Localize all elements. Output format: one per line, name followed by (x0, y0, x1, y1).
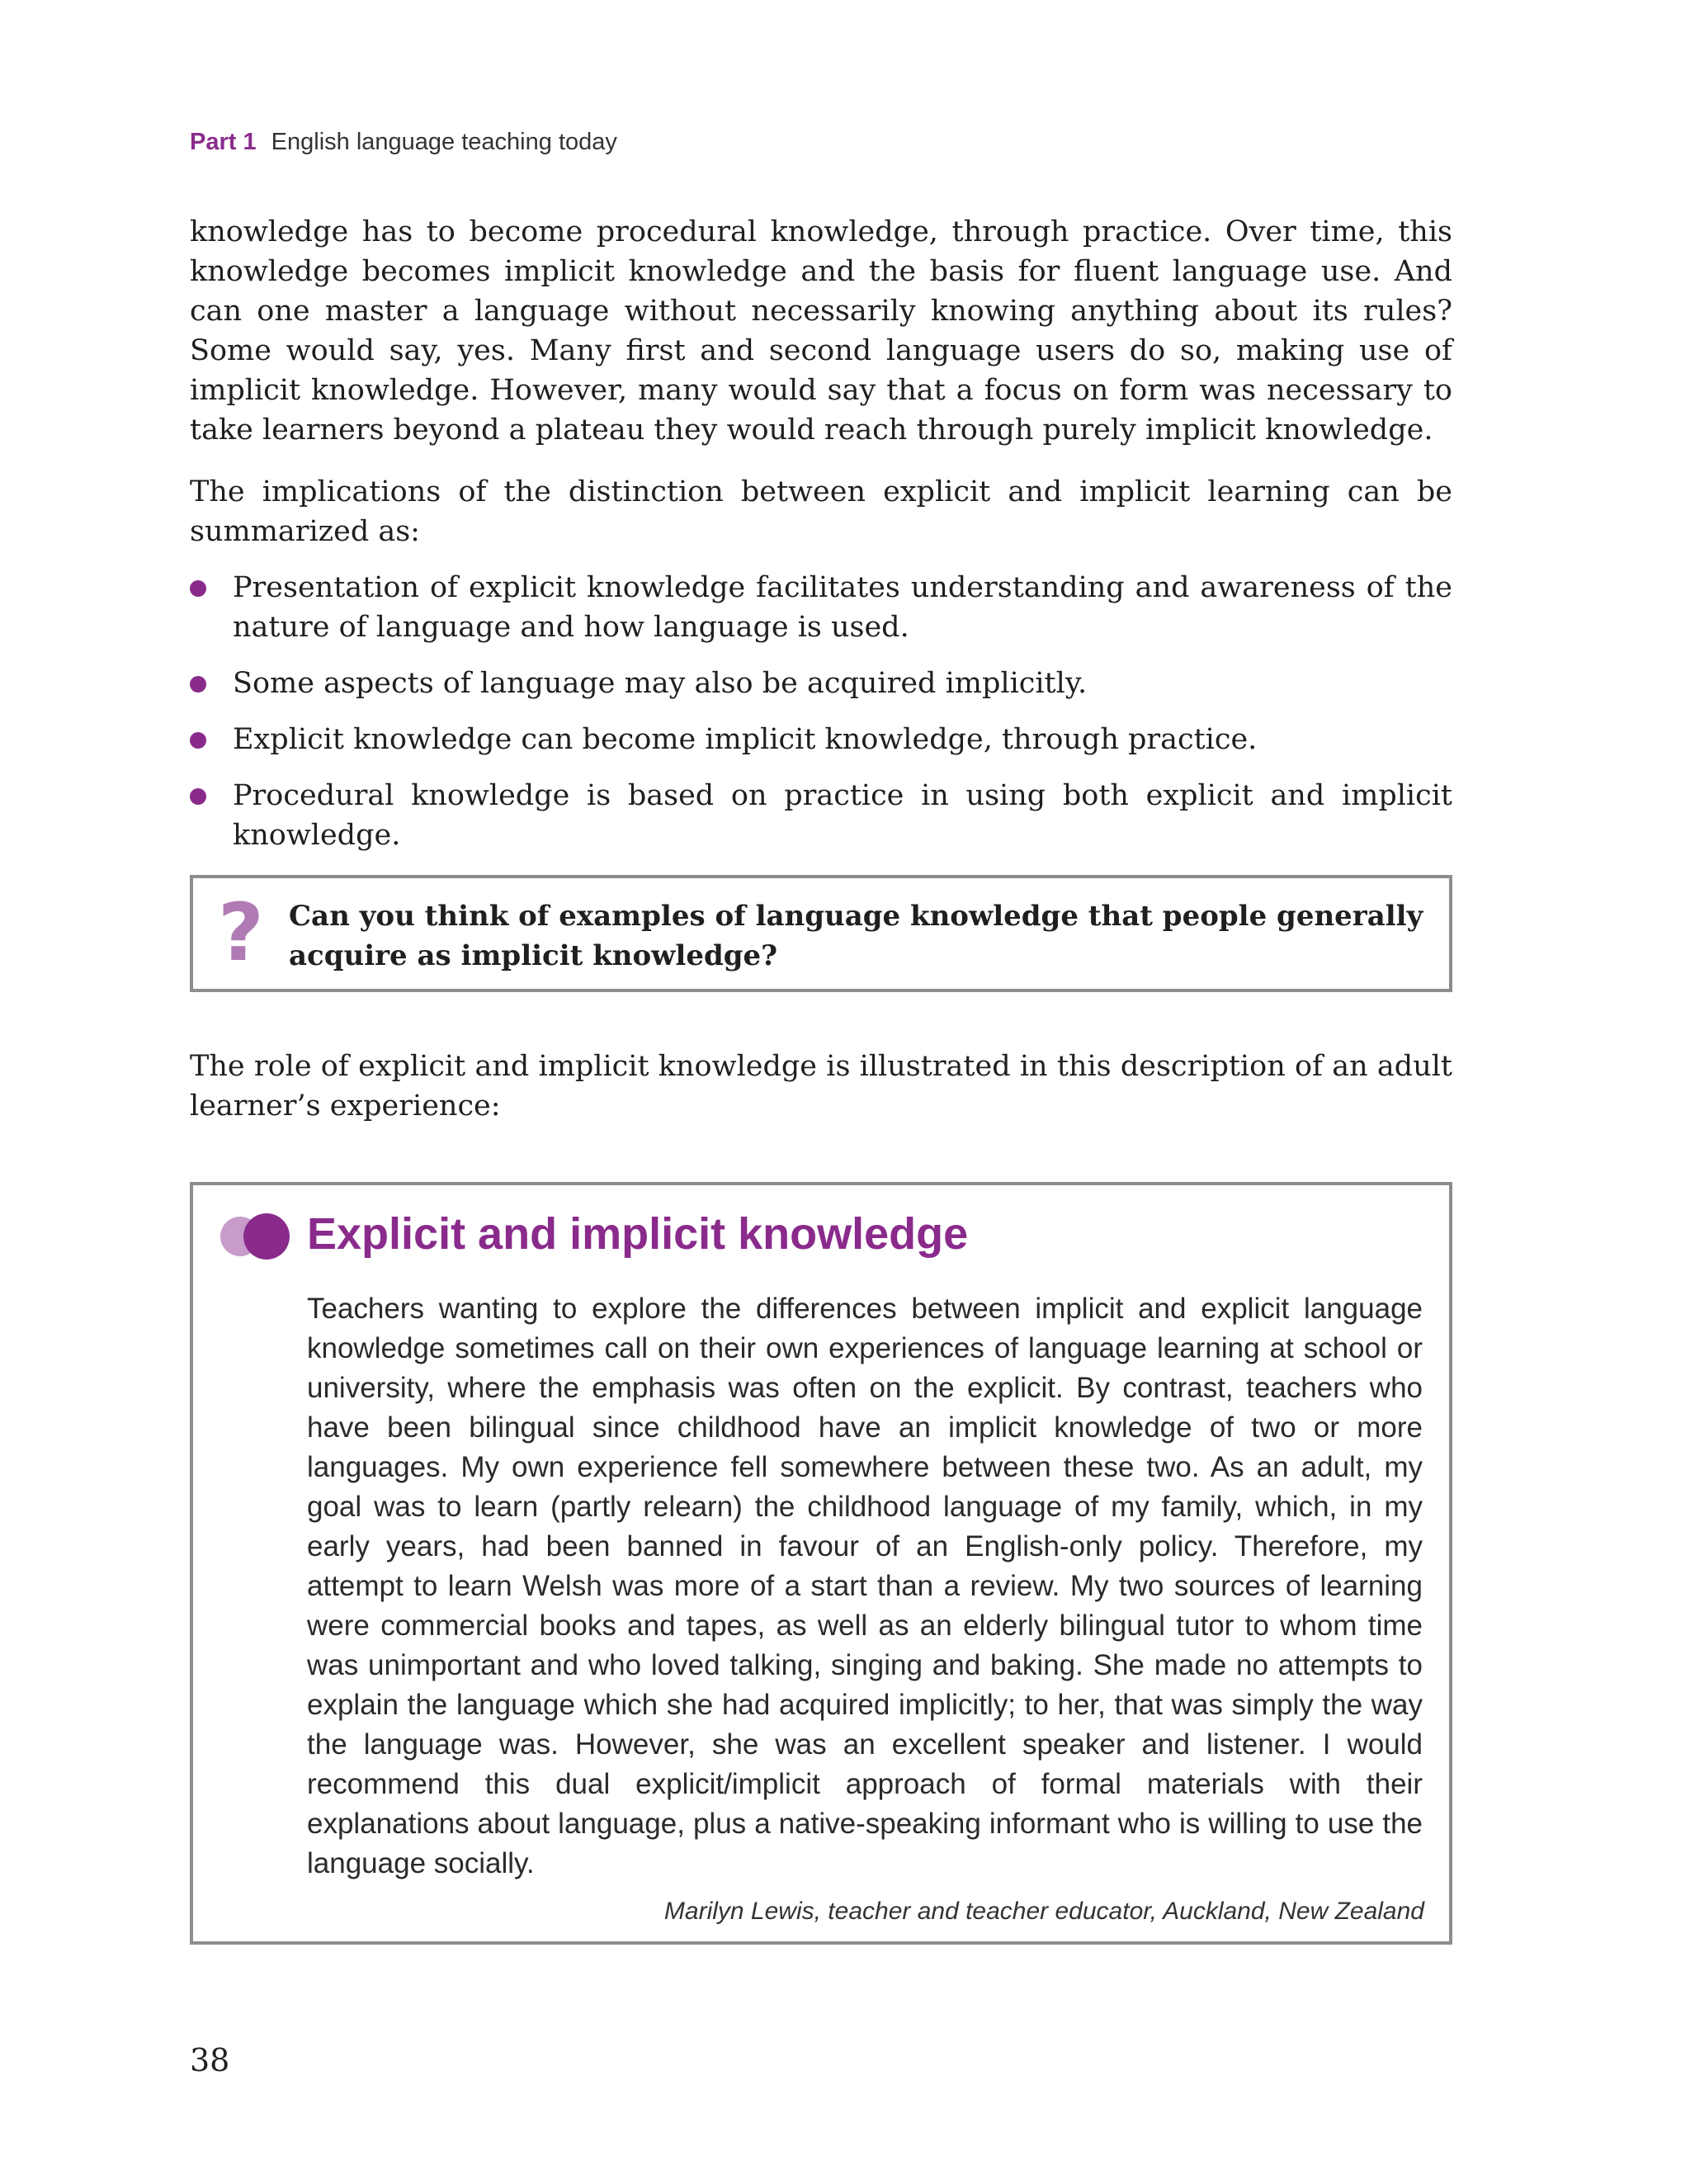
running-header (190, 129, 617, 156)
body-paragraph: knowledge has to become procedural knowledge, through practice. Over time, this knowledge becomes implicit knowledge and the basis for fluent language use. And can one master a language without necessarily knowing anything about its rules? Some would say, yes. Many first and second language users do so, making use of implicit knowledge. However, many would say that a focus on form was necessary to take learners beyond a plateau they would reach through purely implicit knowledge. (190, 215, 1452, 447)
bullet-item (190, 776, 1452, 855)
case-study-title: Explicit and implicit knowledge (307, 1209, 969, 1259)
overlapping-circles-icon (220, 1213, 290, 1260)
part-label: Part 1 (190, 129, 257, 155)
bullet-dot-icon (190, 580, 206, 597)
bullet-item (190, 664, 1452, 703)
case-study-attribution: Marilyn Lewis, teacher and teacher educator, Auckland, New Zealand (663, 1898, 1424, 1925)
reflection-question-text: Can you think of examples of language knowledge that people generally acquire as implicit knowledge? (289, 900, 1423, 972)
bullet-dot-icon (190, 788, 206, 805)
bullet-dot-icon (190, 676, 206, 693)
question-mark-icon: ? (218, 886, 264, 979)
bullet-dot-icon (190, 732, 206, 749)
header-title: English language teaching today (271, 129, 617, 155)
bullet-item (190, 720, 1452, 759)
bullet-text: Presentation of explicit knowledge facilitates understanding and awareness of the nature of language and how language is used. (233, 571, 1452, 644)
bullet-text: Explicit knowledge can become implicit knowledge, through practice. (233, 723, 1258, 756)
bullet-item (190, 568, 1452, 647)
case-study-text: Teachers wanting to explore the differences between implicit and explicit language knowledge sometimes call on their own experiences of language learning at school or university, where the emphasis was often on the explicit. By contrast, teachers who have been bilingual since childhood have an implicit knowledge of two or more languages. My own experience fell somewhere between these two. As an adult, my goal was to learn (partly relearn) the childhood language of my family, which, in my early years, had been banned in favour of an English-only policy. Therefore, my attempt to learn Welsh was more of a start than a review. My two sources of learning were commercial books and tapes, as well as an elderly bilingual tutor to whom time was unimportant and who loved talking, singing and baking. She made no attempts to explain the language which she had acquired implicitly; to her, that was simply the way the language was. However, she was an excellent speaker and listener. I would recommend this dual explicit/implicit approach of formal materials with their explanations about language, plus a native-speaking informant who is willing to use the language socially. (307, 1293, 1423, 1879)
page-number: 38 (190, 2042, 230, 2078)
case-study-box (190, 1182, 1452, 1945)
reflection-question-box (190, 875, 1452, 992)
bullet-text: Some aspects of language may also be acquired implicitly. (233, 667, 1088, 700)
body-paragraph: The role of explicit and implicit knowledge is illustrated in this description of an adult learner’s experience: (190, 1050, 1452, 1123)
body-paragraph: The implications of the distinction between explicit and implicit learning can be summarized as: (190, 475, 1452, 548)
bullet-text: Procedural knowledge is based on practice in using both explicit and implicit knowledge. (233, 779, 1452, 852)
bullet-list (190, 568, 1452, 872)
